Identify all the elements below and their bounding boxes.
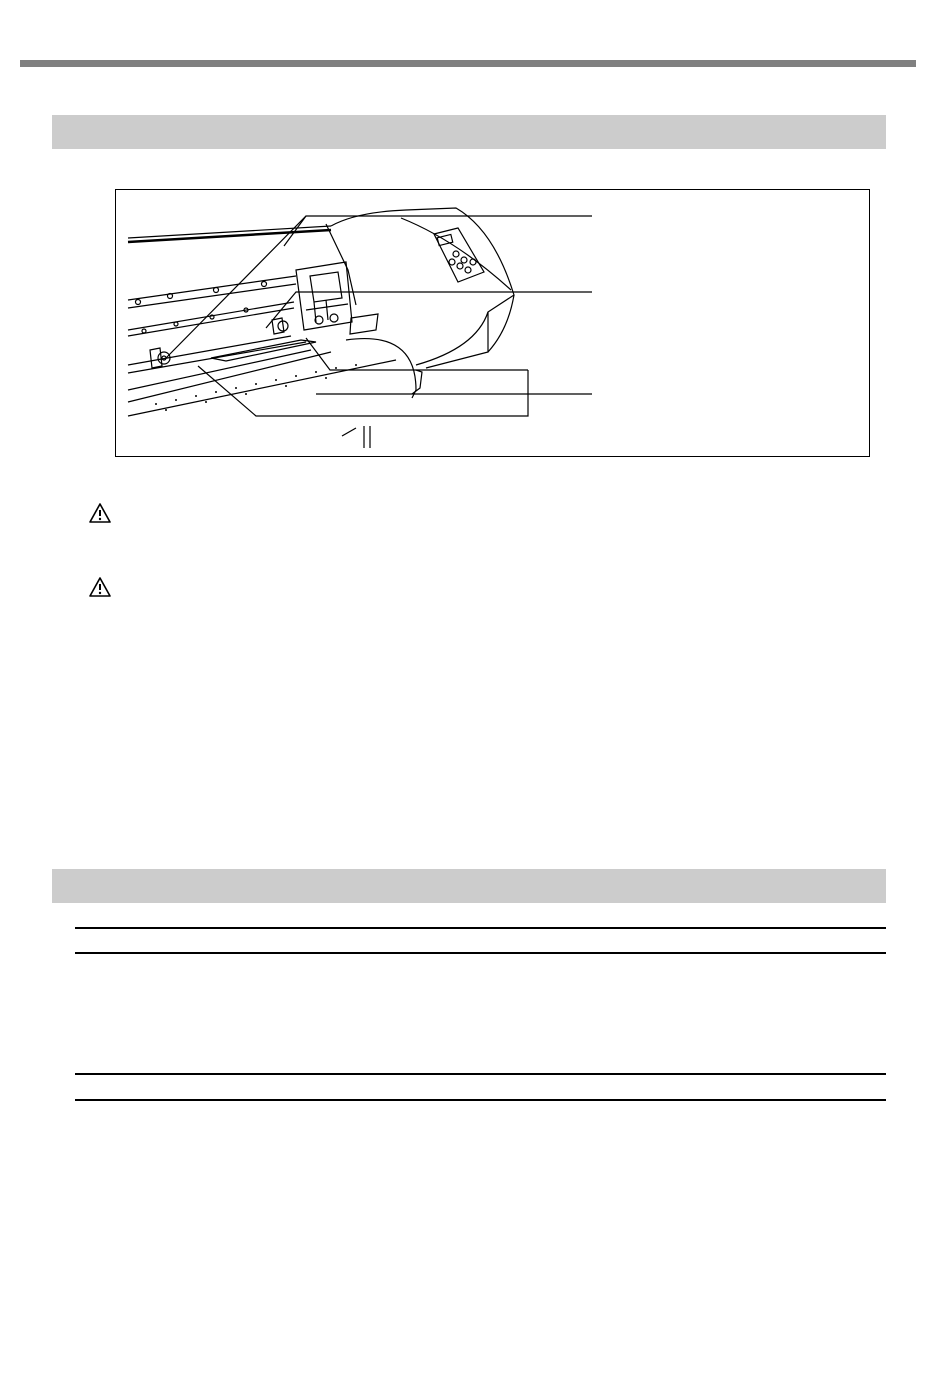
plotter-figure: [115, 189, 870, 457]
warning-triangle-icon: [88, 502, 112, 524]
table-rule-4: [75, 1099, 886, 1101]
table-rule-2: [75, 952, 886, 954]
table-rule-3: [75, 1073, 886, 1075]
table-rule-1: [75, 927, 886, 929]
section-heading-bar-1: [52, 115, 886, 149]
cutting-plotter-illustration: [116, 190, 869, 456]
page-top-rule: [20, 60, 916, 67]
warning-triangle-icon: [88, 576, 112, 598]
section-heading-bar-2: [52, 869, 886, 903]
